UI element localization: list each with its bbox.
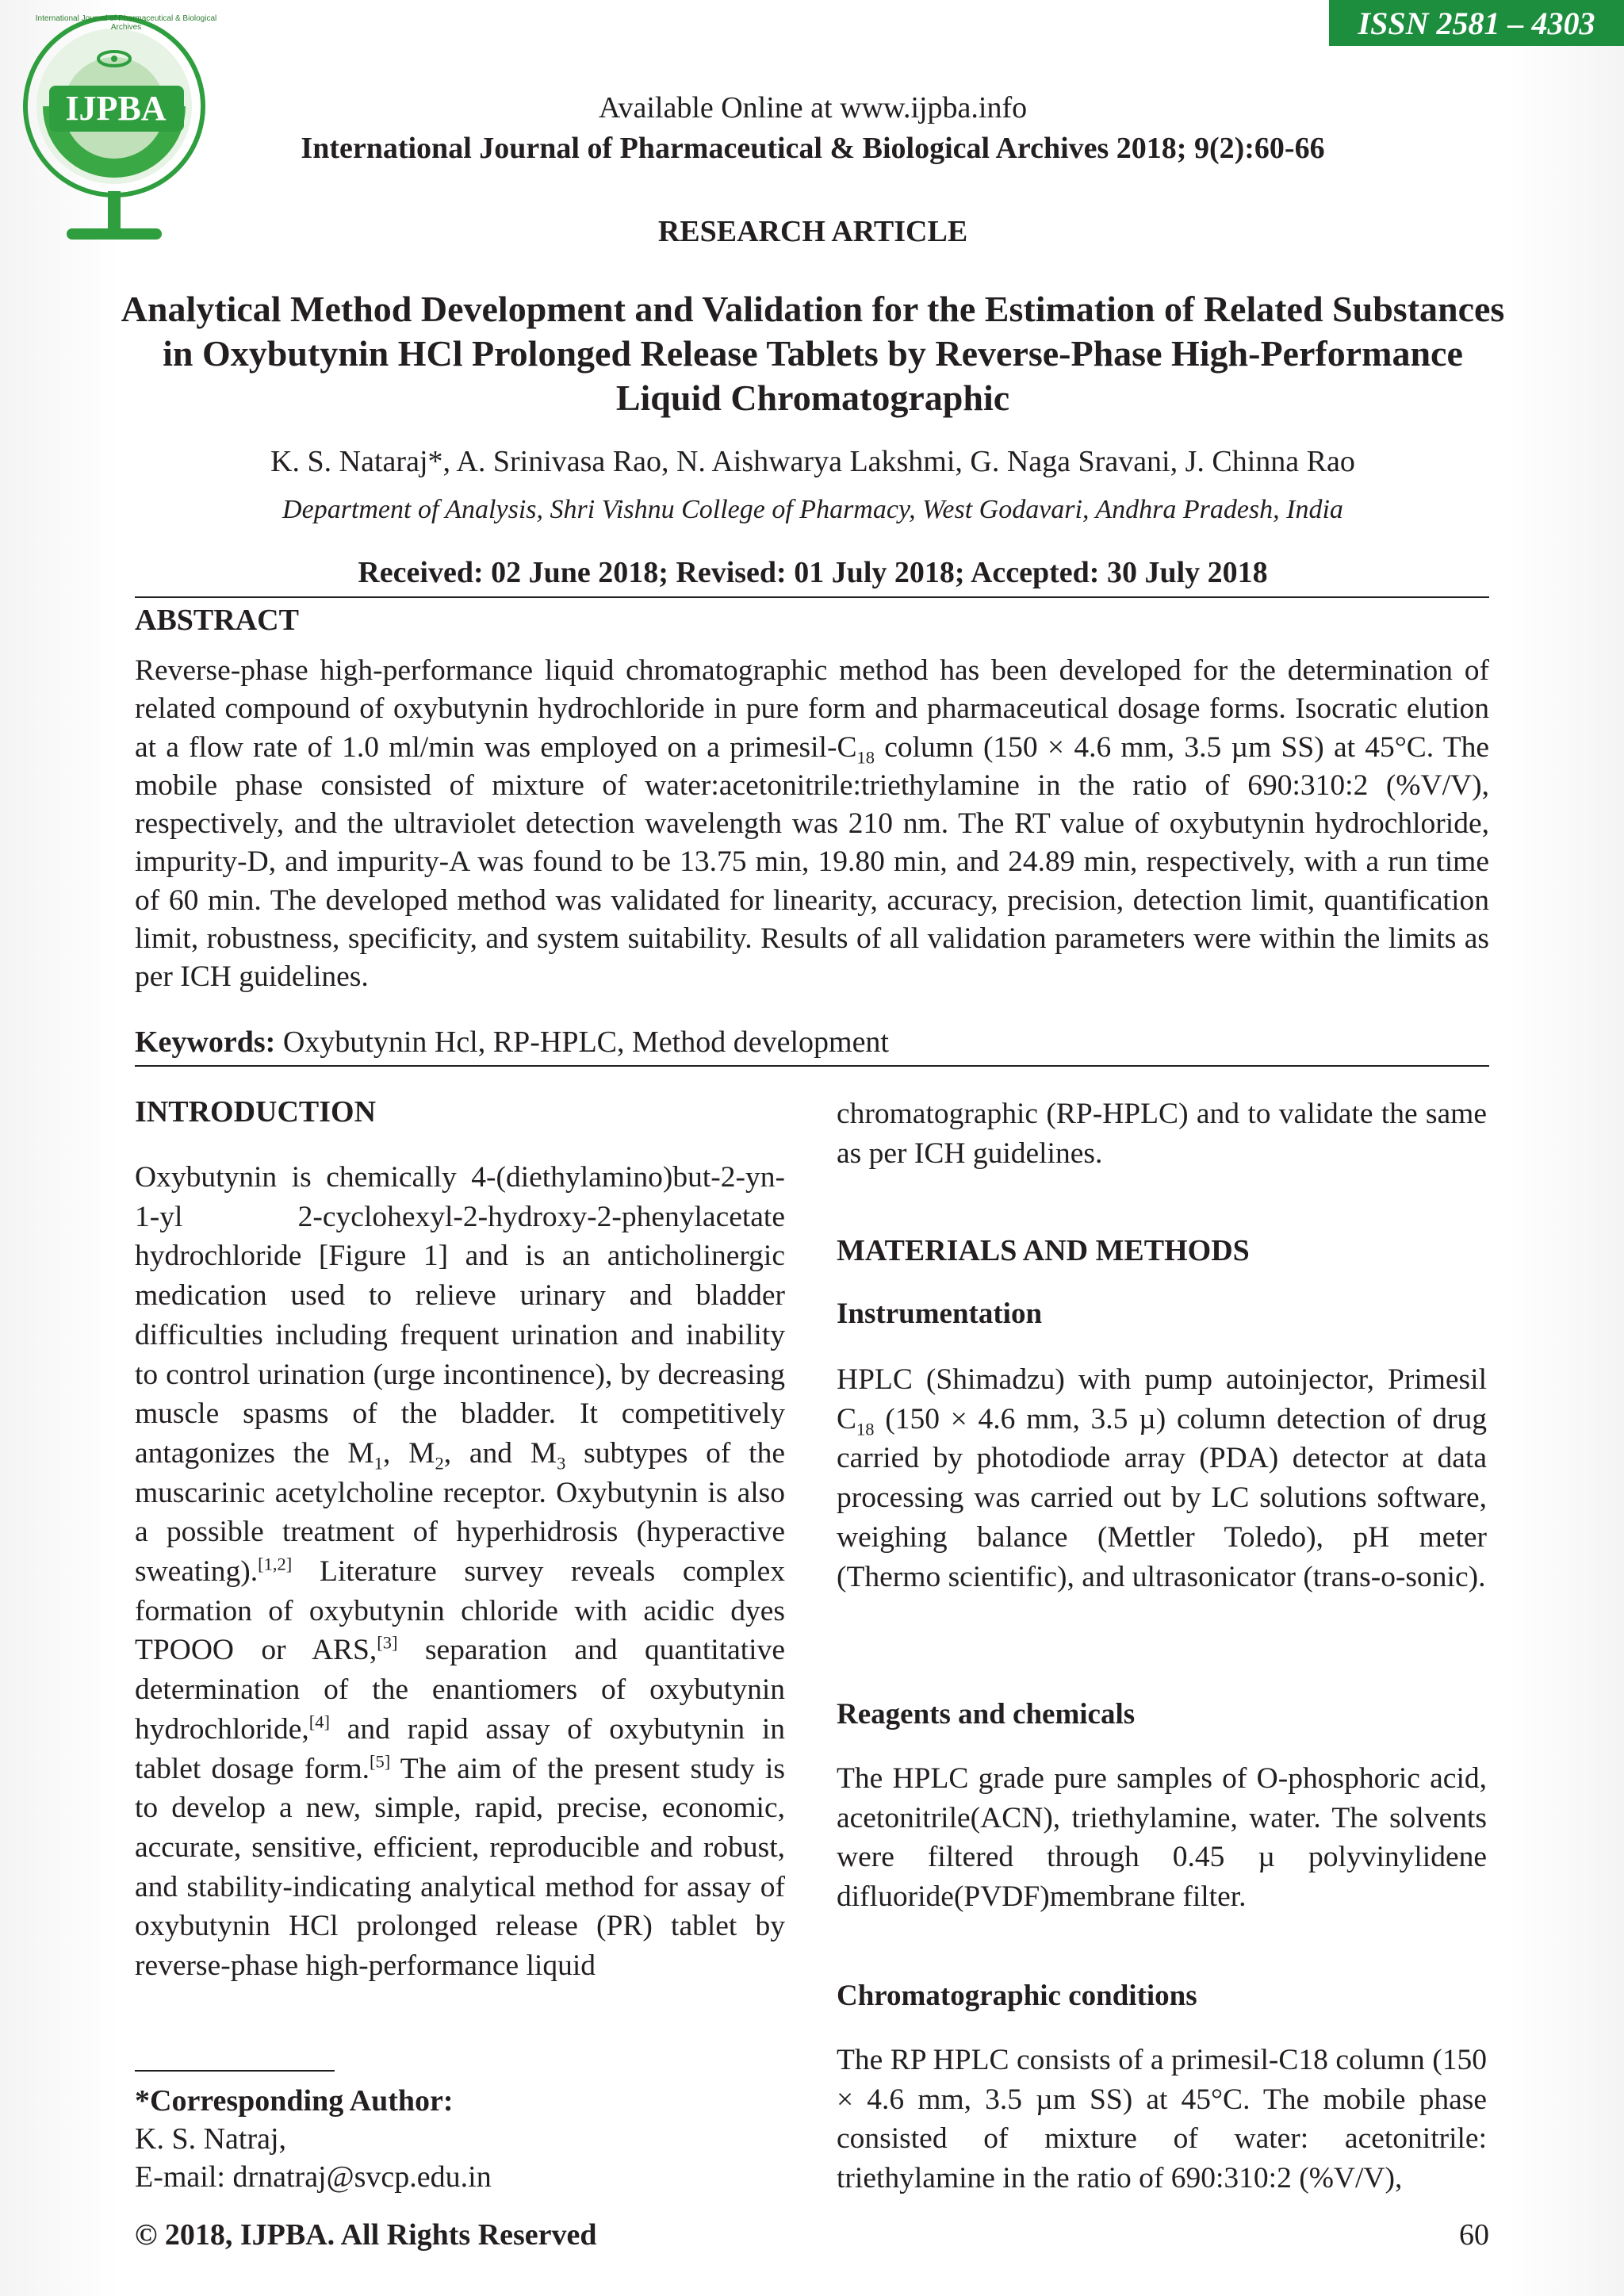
instrumentation-body: HPLC (Shimadzu) with pump autoinjector, Primesil $C_{18}$ (150 × 4.6 mm, 3.5 µ) column detection of drug carried by photodiode array (PDA) detector at data processing was carried out by LC solutions software, weighing balance (Mettler Toledo), pH meter (Thermo scientific), and ultrasonicator (trans-o-sonic). [837, 1363, 1487, 1593]
footnote-rule [135, 2070, 335, 2072]
intro-continuation: chromatographic (RP-HPLC) and to validate the same as per ICH guidelines. [837, 1098, 1487, 1170]
affiliation: Department of Analysis, Shri Vishnu College of Pharmacy, West Godavari, Andhra Pradesh, India [282, 495, 1343, 524]
chromatographic-body: The RP HPLC consists of a primesil-C18 column (150 × 4.6 mm, 3.5 µm SS) at 45°C. The mobile phase consisted of mixture of water: acetonitrile: triethylamine in the ratio of 690:310:2 (%V/V), [837, 2044, 1487, 2195]
instrumentation-heading: Instrumentation [837, 1297, 1043, 1330]
logo-ring-text: International Journal of Pharmaceutical & Biological Archives [35, 14, 217, 32]
divider [135, 1065, 1489, 1067]
article-type: RESEARCH ARTICLE [657, 215, 968, 248]
page-number: 60 [1459, 2218, 1489, 2252]
corresponding-author-name: K. S. Natraj, [135, 2122, 287, 2156]
issn-badge: ISSN 2581 – 4303 [1329, 0, 1624, 46]
introduction-body: Oxybutynin is chemically 4-(diethylamino)but-2-yn-1-yl 2-cyclohexyl-2-hydroxy-2-phenylacetate hydrochloride [Figure 1] and is an anticholinergic medication used to relieve urinary and bladder difficulties including frequent urination and inability to control urination (urge incontinence), by decreasing muscle spasms of the bladder. It competitively antagonizes the $M_1$, $M_2$, and $M_3$ subtypes of the muscarinic acetylcholine receptor. Oxybutynin is also a possible treatment of hyperhidrosis (hyperactive sweating).[1,2] Literature survey reveals complex formation of oxybutynin chloride with acidic dyes TPOOO or ARS,[3] separation and quantitative determination of the enantiomers of oxybutynin hydrochloride,[4] and rapid assay of oxybutynin in tablet dosage form.[5] The aim of the present study is to develop a new, simple, rapid, precise, economic, accurate, sensitive, efficient, reproducible and robust, and stability-indicating analytical method for assay of oxybutynin HCl prolonged release (PR) tablet by reverse-phase high-performance liquid [135, 1161, 786, 1983]
abstract-heading: ABSTRACT [135, 604, 299, 637]
keywords: Keywords: Oxybutynin Hcl, RP-HPLC, Method development [135, 1025, 889, 1059]
corresponding-author-email: E-mail: drnatraj@svcp.edu.in [135, 2160, 492, 2194]
corresponding-author-label: *Corresponding Author: [135, 2084, 454, 2118]
available-online: Available Online at www.ijpba.info [598, 91, 1028, 125]
article-dates: Received: 02 June 2018; Revised: 01 July 2018; Accepted: 30 July 2018 [358, 556, 1268, 589]
reagents-heading: Reagents and chemicals [837, 1698, 1136, 1731]
article-title: Analytical Method Development and Validation for the Estimation of Related Substances in Oxybutynin HCl Prolonged Release Tablets by Reverse-Phase High-Performance Liquid Chromatographic [121, 289, 1505, 418]
authors: K. S. Nataraj*, A. Srinivasa Rao, N. Aishwarya Lakshmi, G. Naga Sravani, J. Chinna Rao [270, 445, 1355, 478]
reagents-body: The HPLC grade pure samples of O-phosphoric acid, acetonitrile(ACN), triethylamine, water. The solvents were filtered through 0.45 µ polyvinylidene difluoride(PVDF)membrane filter. [837, 1762, 1487, 1914]
introduction-heading: INTRODUCTION [135, 1095, 377, 1129]
logo-text: IJPBA [65, 89, 167, 128]
abstract-body: Reverse-phase high-performance liquid chromatographic method has been developed for the determination of related compound of oxybutynin hydrochloride in pure form and pharmaceutical dosage forms. Isocratic elution at a flow rate of 1.0 ml/min was employed on a primesil-$C_{18}$ column (150 × 4.6 mm, 3.5 µm SS) at 45°C. The mobile phase consisted of mixture of water:acetonitrile:triethylamine in the ratio of 690:310:2 (%V/V), respectively, and the ultraviolet detection wavelength was 210 nm. The RT value of oxybutynin hydrochloride, impurity-D, and impurity-A was found to be 13.75 min, 19.80 min, and 24.89 min, respectively, with a run time of 60 min. The developed method was validated for linearity, accuracy, precision, detection limit, quantification limit, robustness, specificity, and system suitability. Results of all validation parameters were within the limits as per ICH guidelines. [135, 654, 1489, 994]
materials-heading: MATERIALS AND METHODS [837, 1234, 1250, 1267]
divider [135, 596, 1489, 598]
journal-citation: International Journal of Pharmaceutical & Biological Archives 2018; 9(2):60-66 [301, 132, 1325, 165]
copyright: © 2018, IJPBA. All Rights Reserved [135, 2218, 597, 2252]
chromatographic-heading: Chromatographic conditions [837, 1980, 1197, 2012]
